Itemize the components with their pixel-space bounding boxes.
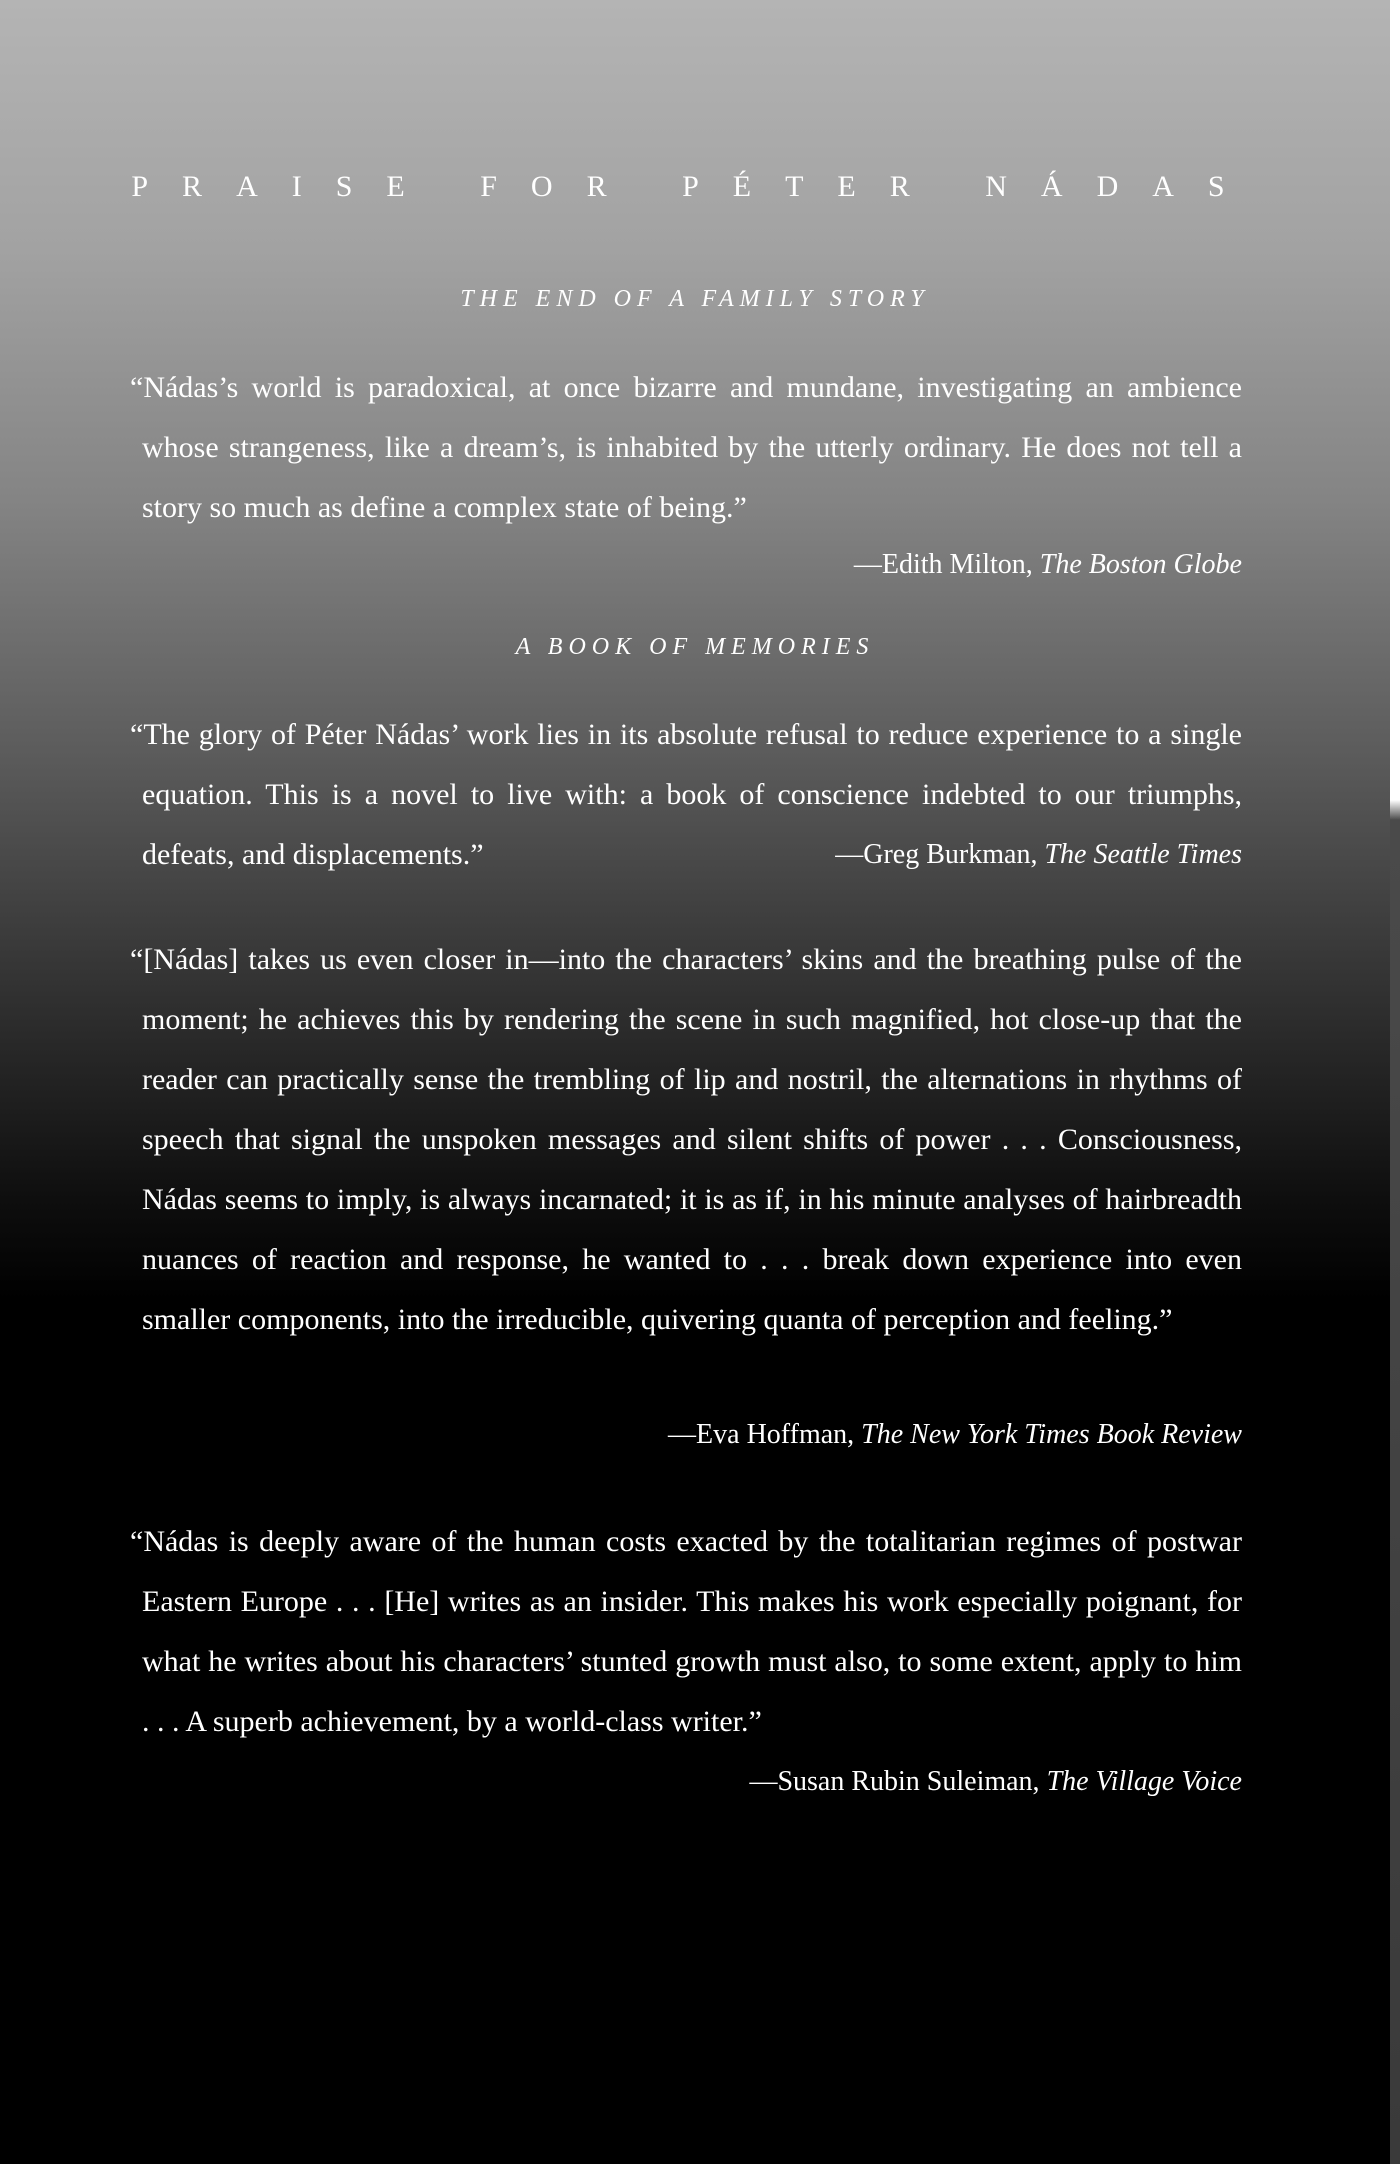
quote-attribution [130, 825, 1242, 885]
quote-text: “Nádas is deeply aware of the human costs exacted by the totalitarian regimes of postwar Eastern Europe . . . [He] writes as an insider. This makes his work especially poignant, for what he writes about his characters’ stunted growth must also, to some extent, apply to him . . . A superb achievement, by a world-class writer.” [130, 1525, 1242, 1738]
quote-author: —Edith Milton, [853, 549, 1040, 580]
quote-text: “The glory of Péter Nádas’ work lies in its absolute refusal to reduce experience to a single equation. This is a novel to live with: a book of conscience indebted to our triumphs, defeats, and displacements.” [130, 718, 1242, 871]
page-edge [1390, 0, 1400, 2164]
quote-text: “[Nádas] takes us even closer in—into the characters’ skins and the breathing pulse of the moment; he achieves this by rendering the scene in such magnified, hot close-up that the reader can practically sense the trembling of lip and nostril, the alternations in rhythms of speech that signal the unspoken messages and silent shifts of power . . . Consciousness, Nádas seems to imply, is always incarnated; it is as if, in his minute analyses of hairbreadth nuances of reaction and response, he wanted to . . . break down experience into even smaller components, into the irreducible, quivering quanta of perception and feeling.” [130, 943, 1242, 1336]
quote-publication: The Village Voice [1046, 1766, 1242, 1797]
quote-attribution [130, 1752, 1242, 1812]
quote-publication: The Seattle Times [1044, 839, 1242, 870]
quote-attribution [130, 535, 1242, 595]
quote-publication: The New York Times Book Review [861, 1419, 1242, 1450]
quote-author: —Greg Burkman, [835, 839, 1045, 870]
page-heading: PRAISE FOR PÉTER NÁDAS [131, 170, 1259, 203]
quote-text: “Nádas’s world is paradoxical, at once bizarre and mundane, investigating an ambience whose strangeness, like a dream’s, is inhabited by the utterly ordinary. He does not tell a story so much as define a complex state of being.” [130, 371, 1242, 524]
quote-author: —Eva Hoffman, [668, 1419, 862, 1450]
quote-author: —Susan Rubin Suleiman, [749, 1766, 1047, 1797]
section-title-end-of-family-story: THE END OF A FAMILY STORY [460, 286, 930, 312]
quote-publication: The Boston Globe [1039, 549, 1242, 580]
quote-attribution [130, 1405, 1242, 1465]
section-title-book-of-memories: A BOOK OF MEMORIES [515, 634, 875, 660]
